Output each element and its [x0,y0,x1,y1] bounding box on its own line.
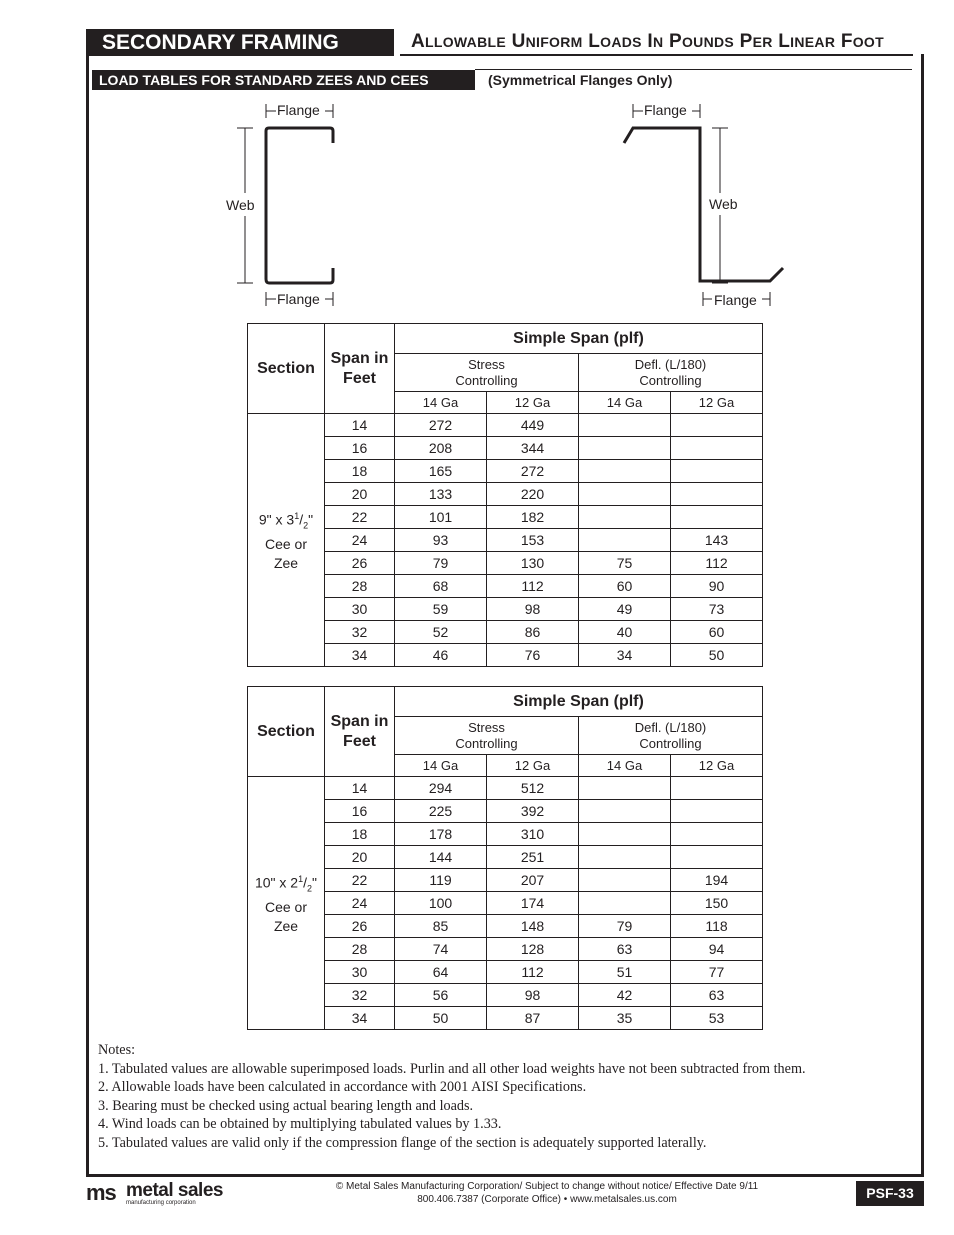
simple-span-header: Simple Span (plf) [395,324,763,354]
load-cell: 344 [487,437,579,460]
section-header: Section [248,687,325,777]
load-cell: 52 [395,621,487,644]
section-name: 9" x $3^1/_2$" Cee or Zee [248,414,325,667]
load-cell: 98 [487,598,579,621]
load-cell: 294 [395,777,487,800]
load-table-9in [247,323,763,667]
load-cell [579,823,671,846]
logo-name: metal sales [126,1180,223,1201]
load-cell [579,529,671,552]
load-cell: 207 [487,869,579,892]
section-size-end: " [312,874,317,891]
load-cell: 63 [579,938,671,961]
zee-web-label: Web [709,196,738,212]
load-cell: 50 [395,1007,487,1030]
footer-text [300,1180,794,1206]
footer-copyright: © Metal Sales Manufacturing Corporation/ Subject to change without notice/ Effective Date 9/11 [335,1181,759,1192]
defl-line2: Controlling [639,735,702,751]
load-cell: 133 [395,483,487,506]
span-header-line1: Span in [330,349,389,367]
load-cell: 53 [671,1007,763,1030]
stress-controlling-header [395,354,579,392]
load-cell [579,846,671,869]
load-cell: 40 [579,621,671,644]
gauge-header: 12 Ga [671,755,763,777]
span-cell: 32 [325,984,395,1007]
load-cell [671,800,763,823]
span-cell: 24 [325,892,395,915]
load-cell: 144 [395,846,487,869]
load-cell [671,777,763,800]
load-cell [579,460,671,483]
load-cell: 98 [487,984,579,1007]
span-cell: 16 [325,437,395,460]
load-cell [579,777,671,800]
stress-line2: Controlling [455,735,518,751]
span-cell: 14 [325,777,395,800]
load-cell: 94 [671,938,763,961]
load-cell [579,506,671,529]
load-cell: 225 [395,800,487,823]
span-header [325,324,395,414]
load-cell: 220 [487,483,579,506]
note-item: 1. Tabulated values are allowable superimposed loads. Purlin and all other load weights have not been subtracted from them. [98,1060,806,1077]
load-cell: 174 [487,892,579,915]
span-cell: 22 [325,506,395,529]
load-cell [579,869,671,892]
defl-line2: Controlling [639,372,702,388]
span-header-line2: Feet [343,732,376,750]
span-cell: 28 [325,938,395,961]
span-cell: 30 [325,961,395,984]
defl-line1: Defl. (L/180) [634,719,707,735]
load-cell: 119 [395,869,487,892]
load-cell: 50 [671,644,763,667]
load-cell: 182 [487,506,579,529]
span-cell: 26 [325,552,395,575]
note-item: 5. Tabulated values are valid only if the compression flange of the section is adequately supported laterally. [98,1134,707,1151]
note-item: 3. Bearing must be checked using actual bearing length and loads. [98,1097,474,1114]
load-cell: 112 [487,575,579,598]
span-cell: 18 [325,823,395,846]
deflection-controlling-header [579,354,763,392]
load-cell: 208 [395,437,487,460]
load-cell: 118 [671,915,763,938]
stress-controlling-header [395,717,579,755]
load-cell [671,846,763,869]
load-cell: 143 [671,529,763,552]
load-cell: 392 [487,800,579,823]
load-cell: 178 [395,823,487,846]
load-cell: 130 [487,552,579,575]
span-cell: 24 [325,529,395,552]
load-cell [579,414,671,437]
span-cell: 26 [325,915,395,938]
cee-web-label: Web [226,197,255,213]
span-header-line2: Feet [343,369,376,387]
load-cell: 85 [395,915,487,938]
stress-line2: Controlling [455,372,518,388]
load-table-10in [247,686,763,1030]
subsection-label: LOAD TABLES FOR STANDARD ZEES AND CEES [92,70,475,90]
subsection-note: (Symmetrical Flanges Only) [488,72,673,88]
load-cell: 449 [487,414,579,437]
load-cell: 73 [671,598,763,621]
load-cell: 79 [579,915,671,938]
section-type-line2: Cee or [264,536,308,553]
page-title-text: ALLOWABLE UNIFORM LOADS IN POUNDS PER LINEAR FOOT [411,31,884,52]
section-diagrams [0,0,954,320]
page-number: PSF-33 [856,1181,924,1206]
section-type-line3: Zee [273,555,299,572]
load-cell: 112 [671,552,763,575]
load-cell: 100 [395,892,487,915]
section-title: SECONDARY FRAMING [86,29,394,56]
load-cell: 56 [395,984,487,1007]
span-header [325,687,395,777]
load-cell: 42 [579,984,671,1007]
logo-mark: ms [86,1180,116,1205]
load-cell: 49 [579,598,671,621]
load-cell: 101 [395,506,487,529]
note-item: 2. Allowable loads have been calculated in accordance with 2001 AISI Specifications. [98,1079,587,1096]
stress-line1: Stress [468,719,505,735]
logo-tagline: manufacturing corporation [126,1200,196,1206]
load-cell: 153 [487,529,579,552]
section-size-end: " [308,511,314,528]
notes-title: Notes: [98,1042,136,1058]
footer-contact: 800.406.7387 (Corporate Office) • www.metalsales.us.com [417,1194,677,1205]
load-cell: 77 [671,961,763,984]
load-cell: 512 [487,777,579,800]
load-cell: 86 [487,621,579,644]
load-cell [671,414,763,437]
span-cell: 18 [325,460,395,483]
note-item: 4. Wind loads can be obtained by multiplying tabulated values by 1.33. [98,1116,502,1133]
load-cell: 34 [579,644,671,667]
company-logo [86,1180,223,1206]
load-cell: 112 [487,961,579,984]
load-cell: 60 [671,621,763,644]
span-cell: 20 [325,846,395,869]
load-cell: 59 [395,598,487,621]
load-cell: 310 [487,823,579,846]
notes [98,1041,806,1153]
load-cell: 68 [395,575,487,598]
section-name: 10" x $2^1/_2$" Cee or Zee [248,777,325,1030]
cee-top-flange-label: Flange [277,102,320,118]
load-cell: 60 [579,575,671,598]
span-header-line1: Span in [330,712,389,730]
load-cell: 75 [579,552,671,575]
load-cell: 272 [487,460,579,483]
deflection-controlling-header [579,717,763,755]
load-cell [671,506,763,529]
load-cell: 87 [487,1007,579,1030]
load-cell: 194 [671,869,763,892]
span-cell: 28 [325,575,395,598]
load-cell: 128 [487,938,579,961]
gauge-header: 14 Ga [579,755,671,777]
load-cell [579,483,671,506]
load-cell: 150 [671,892,763,915]
section-size: 9" x 3 [258,511,295,528]
load-cell [671,483,763,506]
load-cell [671,823,763,846]
load-cell: 93 [395,529,487,552]
load-cell: 90 [671,575,763,598]
load-cell [671,437,763,460]
stress-line1: Stress [468,356,505,372]
gauge-header: 12 Ga [487,755,579,777]
zee-bottom-flange-label: Flange [714,292,757,308]
gauge-header: 14 Ga [395,755,487,777]
load-cell [579,892,671,915]
load-cell: 46 [395,644,487,667]
load-cell: 63 [671,984,763,1007]
load-cell: 272 [395,414,487,437]
zee-section-drawing [624,104,783,306]
span-cell: 30 [325,598,395,621]
simple-span-header: Simple Span (plf) [395,687,763,717]
load-cell: 79 [395,552,487,575]
zee-top-flange-label: Flange [644,102,687,118]
section-header: Section [248,324,325,414]
cee-bottom-flange-label: Flange [277,291,320,307]
section-type-line3: Zee [273,918,299,935]
load-cell [671,460,763,483]
gauge-header: 12 Ga [671,392,763,414]
load-cell [579,437,671,460]
section-type-line2: Cee or [264,899,308,916]
load-cell: 165 [395,460,487,483]
section-frac-num: 1 [298,873,304,884]
gauge-header: 14 Ga [395,392,487,414]
defl-line1: Defl. (L/180) [634,356,707,372]
load-cell [579,800,671,823]
section-frac-num: 1 [294,510,300,521]
section-size: 10" x 2 [254,874,299,891]
load-cell: 51 [579,961,671,984]
gauge-header: 14 Ga [579,392,671,414]
load-cell: 251 [487,846,579,869]
span-cell: 34 [325,644,395,667]
span-cell: 20 [325,483,395,506]
load-cell: 148 [487,915,579,938]
span-cell: 22 [325,869,395,892]
span-cell: 16 [325,800,395,823]
gauge-header: 12 Ga [487,392,579,414]
section-frac-den: 2 [307,883,313,894]
section-frac-den: 2 [303,520,309,531]
load-cell: 64 [395,961,487,984]
load-cell: 35 [579,1007,671,1030]
span-cell: 34 [325,1007,395,1030]
span-cell: 14 [325,414,395,437]
load-cell: 74 [395,938,487,961]
load-cell: 76 [487,644,579,667]
span-cell: 32 [325,621,395,644]
